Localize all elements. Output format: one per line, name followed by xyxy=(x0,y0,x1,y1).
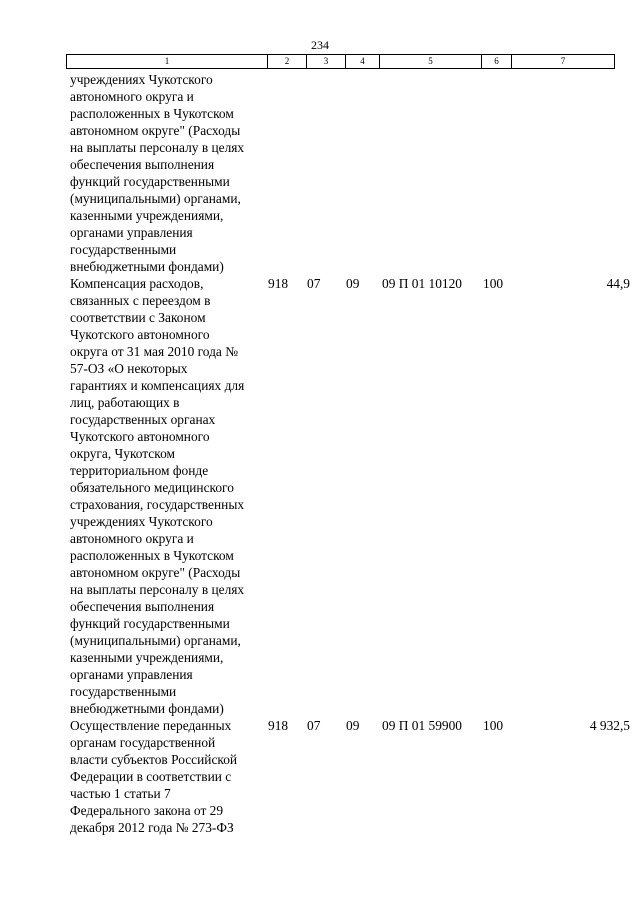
column-number-5: 5 xyxy=(380,55,482,69)
description-line: обеспечения выполнения xyxy=(70,157,215,172)
column-number-3: 3 xyxy=(307,55,346,69)
amount-cell: 4 932,5 xyxy=(589,718,630,733)
table-row xyxy=(70,632,630,649)
table-row xyxy=(70,224,630,241)
description-line: функций государственными xyxy=(70,174,230,189)
description-line: связанных с переездом в xyxy=(70,293,211,308)
table-row xyxy=(70,598,630,615)
table-row xyxy=(70,105,630,122)
table-row xyxy=(70,394,630,411)
table-row xyxy=(70,173,630,190)
description-line: автономном округе" (Расходы xyxy=(70,565,241,580)
table-row xyxy=(70,734,630,751)
table-row xyxy=(70,156,630,173)
table-row xyxy=(70,513,630,530)
column-number-6: 6 xyxy=(482,55,512,69)
table-row xyxy=(70,683,630,700)
description-line: Осуществление переданных xyxy=(70,718,232,733)
description-line: автономного округа и xyxy=(70,89,194,104)
description-line: органами управления xyxy=(70,225,193,240)
table-row xyxy=(70,445,630,462)
description-line: органами управления xyxy=(70,667,193,682)
table-row xyxy=(70,496,630,513)
subsection-cell: 09 xyxy=(346,276,360,291)
table-row xyxy=(70,309,630,326)
target-article-cell: 09 П 01 59900 xyxy=(382,718,462,733)
description-line: казенными учреждениями, xyxy=(70,208,224,223)
description-line: учреждениях Чукотского xyxy=(70,514,213,529)
description-line: на выплаты персоналу в целях xyxy=(70,582,245,597)
description-line: гарантиях и компенсациях для xyxy=(70,378,245,393)
section-cell: 07 xyxy=(307,276,321,291)
table-row xyxy=(70,275,630,292)
table-row xyxy=(70,360,630,377)
description-line: функций государственными xyxy=(70,616,230,631)
table-row xyxy=(70,292,630,309)
description-line: Компенсация расходов, xyxy=(70,276,204,291)
table-row xyxy=(70,819,630,836)
description-line: Чукотского автономного xyxy=(70,327,210,342)
description-line: обеспечения выполнения xyxy=(70,599,215,614)
description-line: внебюджетными фондами) xyxy=(70,259,224,274)
table-row xyxy=(70,649,630,666)
table-row xyxy=(70,462,630,479)
table-row xyxy=(70,751,630,768)
table-row xyxy=(70,207,630,224)
description-line: соответствии с Законом xyxy=(70,310,206,325)
description-line: 57-ОЗ «О некоторых xyxy=(70,361,188,376)
column-number-4: 4 xyxy=(346,55,380,69)
description-line: власти субъектов Российской xyxy=(70,752,238,767)
column-header-row xyxy=(66,54,615,69)
description-line: частью 1 статьи 7 xyxy=(70,786,171,801)
description-line: государственными xyxy=(70,684,177,699)
description-line: Чукотского автономного xyxy=(70,429,210,444)
table-row xyxy=(70,717,630,734)
description-line: округа, Чукотском xyxy=(70,446,175,461)
description-line: Федерального закона от 29 xyxy=(70,803,224,818)
description-line: (муниципальными) органами, xyxy=(70,191,241,206)
description-line: расположенных в Чукотском xyxy=(70,106,234,121)
expense-type-cell: 100 xyxy=(483,276,504,291)
description-line: государственными xyxy=(70,242,177,257)
table-row xyxy=(70,547,630,564)
description-line: учреждениях Чукотского xyxy=(70,72,213,87)
description-line: казенными учреждениями, xyxy=(70,650,224,665)
table-row xyxy=(70,326,630,343)
table-row xyxy=(70,241,630,258)
description-line: декабря 2012 года № 273-ФЗ xyxy=(70,820,234,835)
table-row xyxy=(70,122,630,139)
description-line: автономного округа и xyxy=(70,531,194,546)
table-row xyxy=(70,700,630,717)
description-line: органам государственной xyxy=(70,735,216,750)
table-row xyxy=(70,190,630,207)
table-row xyxy=(70,71,630,88)
description-line: лиц, работающих в xyxy=(70,395,180,410)
table-row xyxy=(70,615,630,632)
section-cell: 07 xyxy=(307,718,321,733)
table-row xyxy=(70,139,630,156)
description-line: автономном округе" (Расходы xyxy=(70,123,241,138)
description-line: округа от 31 мая 2010 года № xyxy=(70,344,238,359)
table-row xyxy=(70,479,630,496)
admin-code-cell: 918 xyxy=(268,276,289,291)
description-line: Федерации в соответствии с xyxy=(70,769,232,784)
admin-code-cell: 918 xyxy=(268,718,289,733)
description-line: страхования, государственных xyxy=(70,497,245,512)
column-number-1: 1 xyxy=(67,55,268,69)
table-row xyxy=(70,581,630,598)
target-article-cell: 09 П 01 10120 xyxy=(382,276,462,291)
description-line: на выплаты персоналу в целях xyxy=(70,140,245,155)
table-row xyxy=(70,377,630,394)
description-line: государственных органах xyxy=(70,412,216,427)
column-number-2: 2 xyxy=(268,55,307,69)
description-line: расположенных в Чукотском xyxy=(70,548,234,563)
page-number: 234 xyxy=(311,38,329,52)
description-line: обязательного медицинского xyxy=(70,480,234,495)
table-row xyxy=(70,88,630,105)
table-row xyxy=(70,785,630,802)
subsection-cell: 09 xyxy=(346,718,360,733)
amount-cell: 44,9 xyxy=(606,276,630,291)
table-row xyxy=(70,666,630,683)
table-row xyxy=(70,802,630,819)
description-line: внебюджетными фондами) xyxy=(70,701,224,716)
table-row xyxy=(70,428,630,445)
table-row xyxy=(70,564,630,581)
description-line: территориальном фонде xyxy=(70,463,209,478)
table-row xyxy=(70,343,630,360)
expense-type-cell: 100 xyxy=(483,718,504,733)
table-row xyxy=(70,258,630,275)
table-row xyxy=(70,530,630,547)
table-row xyxy=(70,411,630,428)
table-row xyxy=(70,768,630,785)
description-line: (муниципальными) органами, xyxy=(70,633,241,648)
column-number-7: 7 xyxy=(512,55,615,69)
